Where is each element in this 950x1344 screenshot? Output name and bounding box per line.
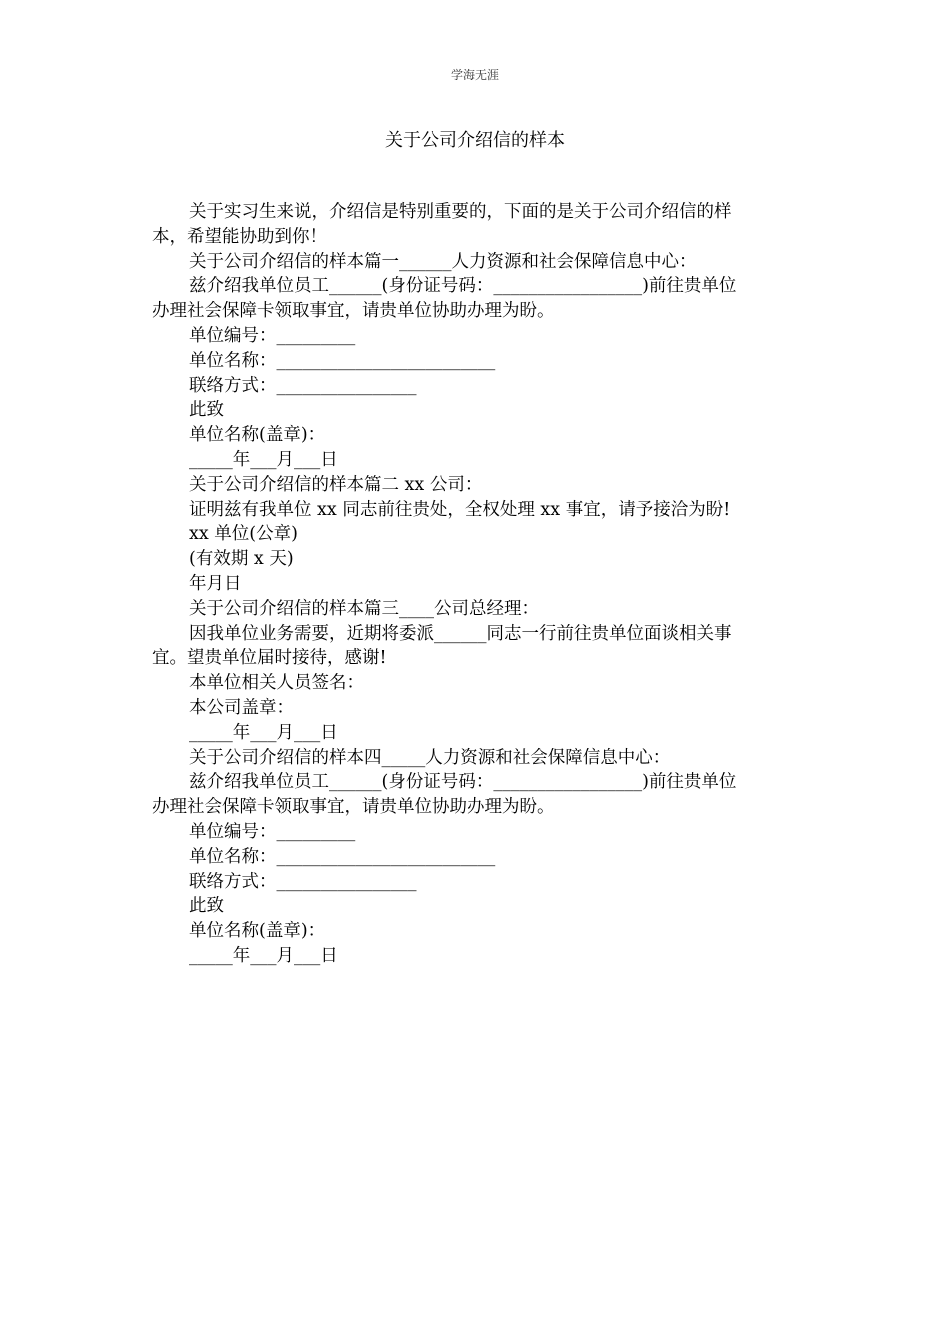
text-line: 兹介绍我单位员工______(身份证号码：_________________)前往贵单位 [189,276,737,297]
text-line: xx 单位(公章) [189,524,298,545]
text-line: (有效期 x 天) [189,549,294,570]
text-line: 证明兹有我单位 xx 同志前往贵处，全权处理 xx 事宜，请予接洽为盼! [189,499,731,520]
text-line: 关于实习生来说，介绍信是特别重要的，下面的是关于公司介绍信的样 [189,202,732,222]
text-line: 单位编号：_________ [189,821,356,842]
text-line: _____年___月___日 [189,945,338,966]
text-line: 单位名称(盖章)： [189,425,326,446]
text-line: 年月日 [189,573,242,594]
text-line: 单位名称：_________________________ [189,350,496,371]
text-line: 本单位相关人员签名： [189,673,364,694]
text-line: 单位名称(盖章)： [189,921,326,942]
text-line: 关于公司介绍信的样本篇一______人力资源和社会保障信息中心： [189,251,697,272]
text-line: 关于公司介绍信的样本篇三____公司总经理： [189,598,539,619]
document-body [152,200,792,969]
text-line: 办理社会保障卡领取事宜，请贵单位协助办理为盼。 [152,301,555,322]
text-line: 联络方式：________________ [189,375,417,396]
text-line: _____年___月___日 [189,449,338,470]
text-line: 此致 [189,896,224,917]
text-line: 联络方式：________________ [189,871,417,892]
text-line: 本，希望能协助到你！ [152,226,327,247]
text-line: 关于公司介绍信的样本四_____人力资源和社会保障信息中心： [189,747,671,768]
page-header: 学海无涯 [450,68,499,82]
text-line: 本公司盖章： [189,697,294,718]
text-line: 关于公司介绍信的样本篇二 xx 公司： [189,474,483,495]
text-line: _____年___月___日 [189,722,338,743]
text-line: 兹介绍我单位员工______(身份证号码：_________________)前往贵单位 [189,772,737,793]
text-line: 此致 [189,400,224,421]
text-line: 单位名称：_________________________ [189,846,496,867]
text-line: 办理社会保障卡领取事宜，请贵单位协助办理为盼。 [152,797,555,818]
text-line: 因我单位业务需要，近期将委派______同志一行前往贵单位面谈相关事 [189,623,732,644]
document-title: 关于公司介绍信的样本 [385,130,565,151]
text-line: 单位编号：_________ [189,325,356,346]
text-line: 宜。望贵单位届时接待，感谢! [152,648,387,669]
